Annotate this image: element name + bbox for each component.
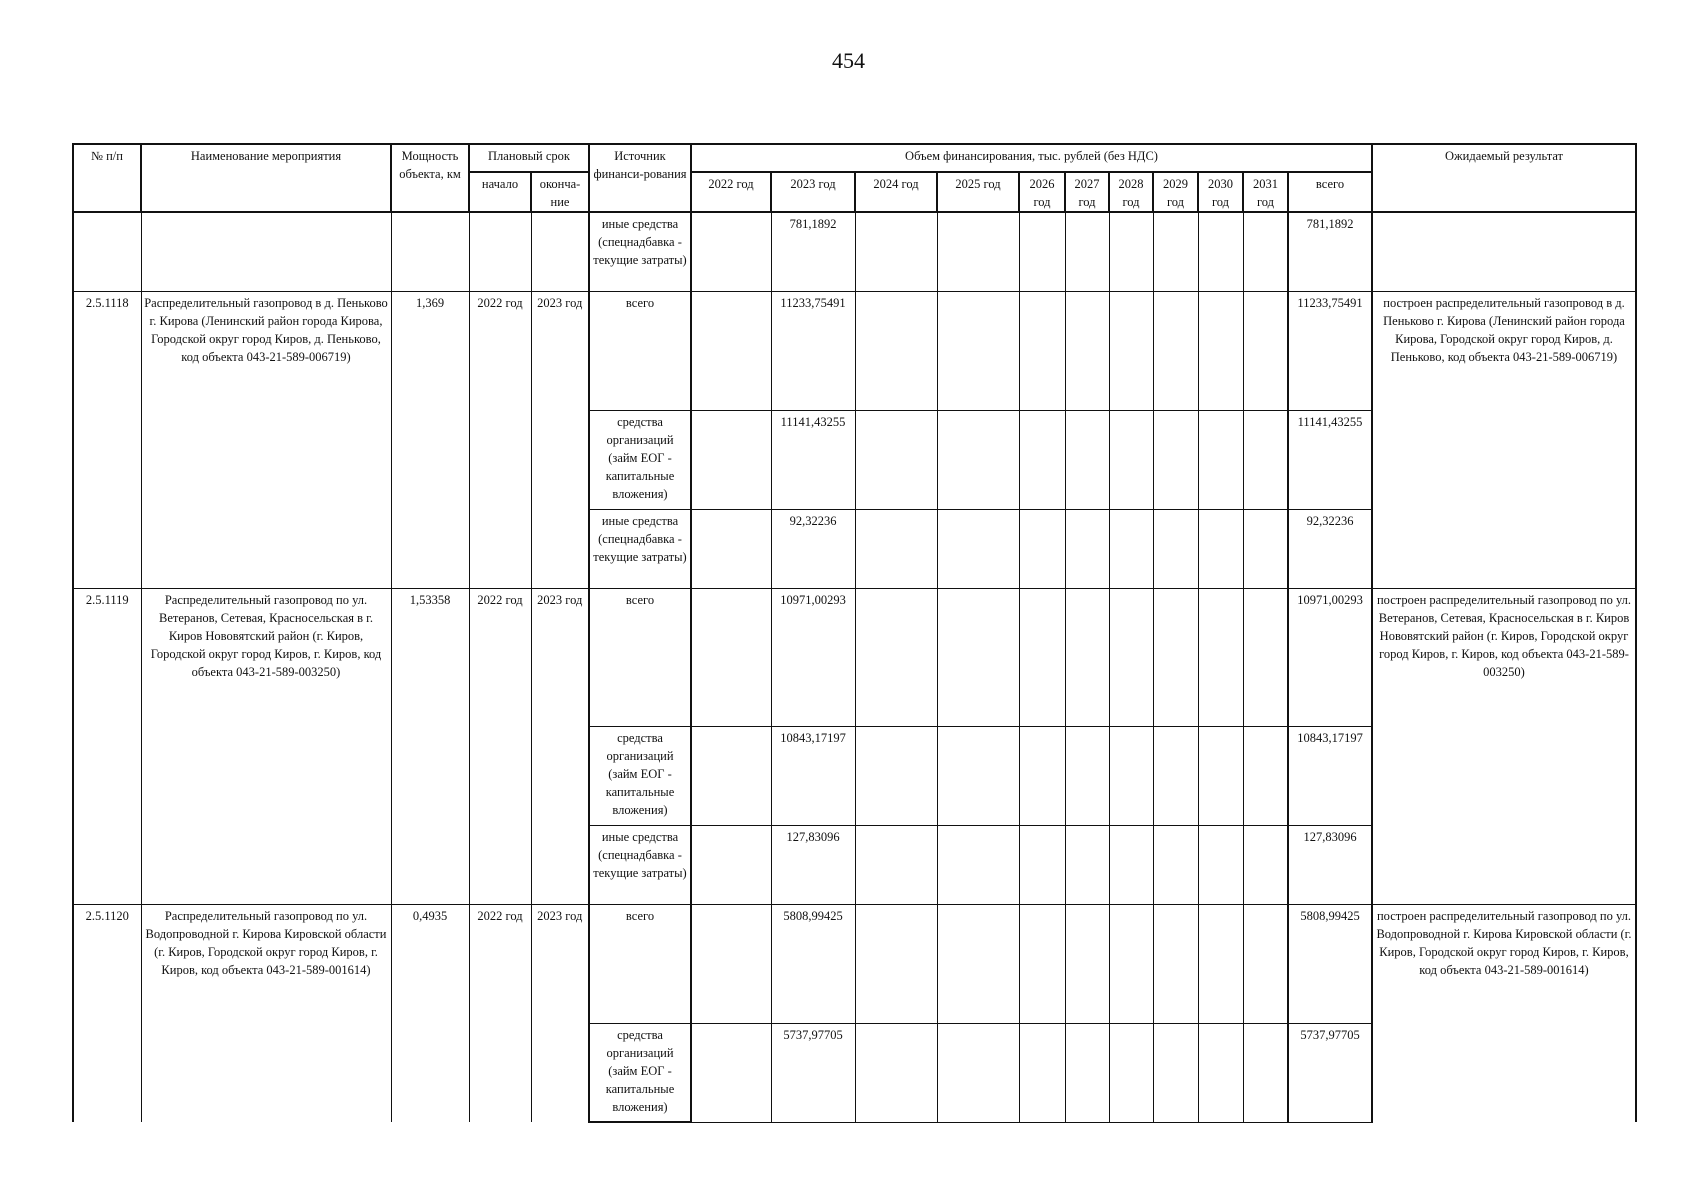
cell-start [469, 212, 531, 291]
cell-2026 [1019, 291, 1065, 410]
cell-2025 [937, 588, 1019, 726]
cell-end: 2023 год [531, 904, 589, 1122]
cell-total: 10843,17197 [1288, 726, 1372, 825]
cell-2024 [855, 1023, 937, 1122]
header-num: № п/п [73, 144, 141, 212]
cell-2026 [1019, 1023, 1065, 1122]
cell-2022 [691, 410, 771, 509]
cell-2022 [691, 825, 771, 904]
header-end: оконча-ние [531, 172, 589, 212]
cell-2023: 10971,00293 [771, 588, 855, 726]
cell-2023: 10843,17197 [771, 726, 855, 825]
cell-2026 [1019, 588, 1065, 726]
cell-name: Распределительный газопровод по ул. Водопроводной г. Кирова Кировской области (г. Киров, Городской округ город Киров, г. Киров, код объекта 043-21-589-001614) [141, 904, 391, 1122]
cell-2031 [1243, 1023, 1288, 1122]
cell-2023: 11141,43255 [771, 410, 855, 509]
cell-start: 2022 год [469, 904, 531, 1122]
cell-2025 [937, 410, 1019, 509]
cell-2023: 5808,99425 [771, 904, 855, 1023]
cell-2028 [1109, 825, 1153, 904]
cell-2023: 92,32236 [771, 509, 855, 588]
table-row [73, 291, 1636, 410]
cell-2030 [1198, 410, 1243, 509]
cell-2031 [1243, 410, 1288, 509]
cell-source: всего [589, 291, 691, 410]
cell-num [73, 212, 141, 291]
cell-2026 [1019, 212, 1065, 291]
financing-table [72, 143, 1637, 1123]
cell-power: 0,4935 [391, 904, 469, 1122]
cell-2027 [1065, 825, 1109, 904]
cell-power: 1,369 [391, 291, 469, 588]
cell-2027 [1065, 904, 1109, 1023]
cell-2026 [1019, 726, 1065, 825]
cell-2023: 127,83096 [771, 825, 855, 904]
cell-2023: 11233,75491 [771, 291, 855, 410]
table-row [73, 904, 1636, 1023]
cell-2030 [1198, 904, 1243, 1023]
table-row [73, 212, 1636, 291]
cell-2022 [691, 509, 771, 588]
cell-2024 [855, 212, 937, 291]
header-total: всего [1288, 172, 1372, 212]
cell-2030 [1198, 1023, 1243, 1122]
cell-total: 781,1892 [1288, 212, 1372, 291]
cell-2022 [691, 212, 771, 291]
cell-2026 [1019, 825, 1065, 904]
cell-2024 [855, 588, 937, 726]
cell-2024 [855, 509, 937, 588]
cell-name: Распределительный газопровод в д. Пеньково г. Кирова (Ленинский район города Кирова, Городской округ город Киров, д. Пеньково, код объекта 043-21-589-006719) [141, 291, 391, 588]
cell-2031 [1243, 212, 1288, 291]
cell-2029 [1153, 509, 1198, 588]
cell-start: 2022 год [469, 291, 531, 588]
cell-2023: 5737,97705 [771, 1023, 855, 1122]
cell-2029 [1153, 291, 1198, 410]
header-year-2029: 2029 год [1153, 172, 1198, 212]
cell-2025 [937, 825, 1019, 904]
cell-total: 92,32236 [1288, 509, 1372, 588]
cell-source: всего [589, 588, 691, 726]
cell-source: всего [589, 904, 691, 1023]
cell-2030 [1198, 588, 1243, 726]
page-number: 454 [832, 48, 865, 73]
cell-power: 1,53358 [391, 588, 469, 904]
header-year-2024: 2024 год [855, 172, 937, 212]
cell-2022 [691, 1023, 771, 1122]
cell-2028 [1109, 726, 1153, 825]
cell-2025 [937, 726, 1019, 825]
cell-2025 [937, 212, 1019, 291]
header-year-2023: 2023 год [771, 172, 855, 212]
cell-2027 [1065, 1023, 1109, 1122]
cell-2030 [1198, 291, 1243, 410]
cell-end: 2023 год [531, 588, 589, 904]
cell-total: 127,83096 [1288, 825, 1372, 904]
cell-2022 [691, 726, 771, 825]
cell-2030 [1198, 509, 1243, 588]
cell-name: Распределительный газопровод по ул. Ветеранов, Сетевая, Красносельская в г. Киров Нововятский район (г. Киров, Городской округ город Киров, г. Киров, код объекта 043-21-589-003250) [141, 588, 391, 904]
cell-result: построен распределительный газопровод по ул. Водопроводной г. Кирова Кировской области (г. Киров, Городской округ город Киров, г. Киров, код объекта 043-21-589-001614) [1372, 904, 1636, 1122]
cell-total: 5808,99425 [1288, 904, 1372, 1023]
cell-2028 [1109, 212, 1153, 291]
cell-2031 [1243, 291, 1288, 410]
header-year-2030: 2030 год [1198, 172, 1243, 212]
cell-2029 [1153, 212, 1198, 291]
cell-2025 [937, 291, 1019, 410]
cell-2028 [1109, 410, 1153, 509]
cell-source: иные средства (спецнадбавка - текущие затраты) [589, 212, 691, 291]
cell-2029 [1153, 825, 1198, 904]
cell-2024 [855, 904, 937, 1023]
cell-num: 2.5.1118 [73, 291, 141, 588]
cell-2027 [1065, 509, 1109, 588]
cell-2022 [691, 291, 771, 410]
header-year-2022: 2022 год [691, 172, 771, 212]
cell-2031 [1243, 904, 1288, 1023]
cell-2029 [1153, 1023, 1198, 1122]
cell-2030 [1198, 825, 1243, 904]
cell-2027 [1065, 726, 1109, 825]
cell-name [141, 212, 391, 291]
cell-2024 [855, 825, 937, 904]
cell-total: 11233,75491 [1288, 291, 1372, 410]
cell-2027 [1065, 588, 1109, 726]
cell-2029 [1153, 904, 1198, 1023]
cell-2026 [1019, 904, 1065, 1023]
cell-source: иные средства (спецнадбавка - текущие затраты) [589, 825, 691, 904]
cell-2023: 781,1892 [771, 212, 855, 291]
cell-2028 [1109, 509, 1153, 588]
cell-2028 [1109, 1023, 1153, 1122]
cell-2028 [1109, 588, 1153, 726]
cell-2024 [855, 726, 937, 825]
cell-2031 [1243, 726, 1288, 825]
cell-result [1372, 212, 1636, 291]
header-planned: Плановый срок [469, 144, 589, 172]
cell-result: построен распределительный газопровод по ул. Ветеранов, Сетевая, Красносельская в г. Киров Нововятский район (г. Киров, Городской округ город Киров, г. Киров, код объекта 043-21-589-003250) [1372, 588, 1636, 904]
header-year-2025: 2025 год [937, 172, 1019, 212]
header-year-2031: 2031 год [1243, 172, 1288, 212]
cell-2024 [855, 410, 937, 509]
cell-source: средства организаций (займ ЕОГ - капитальные вложения) [589, 410, 691, 509]
cell-2027 [1065, 291, 1109, 410]
cell-2022 [691, 904, 771, 1023]
header-power: Мощность объекта, км [391, 144, 469, 212]
header-start: начало [469, 172, 531, 212]
header-result: Ожидаемый результат [1372, 144, 1636, 212]
cell-2031 [1243, 509, 1288, 588]
cell-2026 [1019, 509, 1065, 588]
cell-source: средства организаций (займ ЕОГ - капитальные вложения) [589, 1023, 691, 1122]
cell-2028 [1109, 904, 1153, 1023]
cell-2025 [937, 1023, 1019, 1122]
cell-result: построен распределительный газопровод в д. Пеньково г. Кирова (Ленинский район города Кирова, Городской округ город Киров, д. Пеньково, код объекта 043-21-589-006719) [1372, 291, 1636, 588]
cell-source: иные средства (спецнадбавка - текущие затраты) [589, 509, 691, 588]
cell-end: 2023 год [531, 291, 589, 588]
cell-num: 2.5.1119 [73, 588, 141, 904]
cell-total: 10971,00293 [1288, 588, 1372, 726]
cell-start: 2022 год [469, 588, 531, 904]
header-year-2027: 2027 год [1065, 172, 1109, 212]
header-year-2026: 2026 год [1019, 172, 1065, 212]
header-source: Источник финанси-рования [589, 144, 691, 212]
cell-2029 [1153, 410, 1198, 509]
cell-2030 [1198, 212, 1243, 291]
header-name: Наименование мероприятия [141, 144, 391, 212]
cell-2026 [1019, 410, 1065, 509]
header-year-2028: 2028 год [1109, 172, 1153, 212]
cell-2025 [937, 904, 1019, 1023]
cell-2030 [1198, 726, 1243, 825]
header-finance: Объем финансирования, тыс. рублей (без НДС) [691, 144, 1372, 172]
cell-end [531, 212, 589, 291]
cell-2029 [1153, 726, 1198, 825]
cell-source: средства организаций (займ ЕОГ - капитальные вложения) [589, 726, 691, 825]
cell-2027 [1065, 212, 1109, 291]
cell-2028 [1109, 291, 1153, 410]
cell-total: 11141,43255 [1288, 410, 1372, 509]
cell-2031 [1243, 588, 1288, 726]
cell-2025 [937, 509, 1019, 588]
table-row [73, 588, 1636, 726]
cell-2031 [1243, 825, 1288, 904]
cell-total: 5737,97705 [1288, 1023, 1372, 1122]
cell-2029 [1153, 588, 1198, 726]
cell-num: 2.5.1120 [73, 904, 141, 1122]
cell-2027 [1065, 410, 1109, 509]
cell-power [391, 212, 469, 291]
cell-2022 [691, 588, 771, 726]
cell-2024 [855, 291, 937, 410]
